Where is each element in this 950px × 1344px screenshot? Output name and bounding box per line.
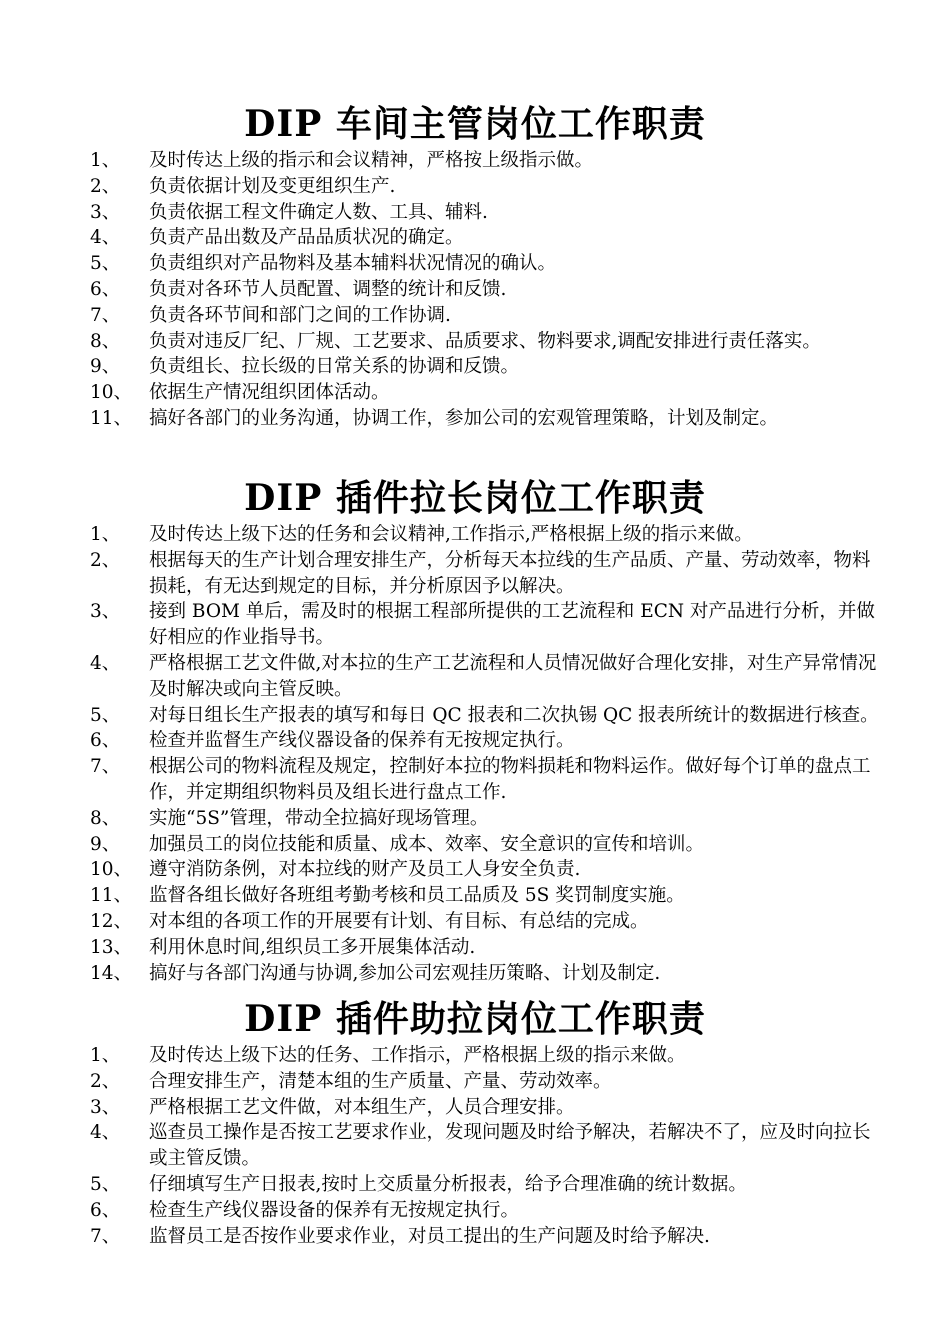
item-number: 6、 bbox=[90, 278, 121, 300]
item-number: 10、 bbox=[90, 382, 133, 404]
list-item bbox=[0, 1198, 950, 1224]
item-text: 严格根据工艺文件做，对本组生产，人员合理安排。 bbox=[149, 1096, 575, 1118]
list-item bbox=[0, 651, 950, 703]
item-number: 13、 bbox=[90, 936, 133, 958]
item-text: 加强员工的岗位技能和质量、成本、效率、安全意识的宣传和培训。 bbox=[149, 833, 705, 855]
item-text: 负责对违反厂纪、厂规、工艺要求、品质要求、物料要求,调配安排进行责任落实。 bbox=[149, 330, 821, 352]
item-number: 4、 bbox=[90, 227, 121, 249]
item-number: 2、 bbox=[90, 549, 121, 571]
item-text: 负责组长、拉长级的日常关系的协调和反馈。 bbox=[149, 356, 520, 378]
list-item bbox=[0, 354, 950, 380]
item-text: 负责各环节间和部门之间的工作协调. bbox=[149, 304, 451, 326]
item-number: 4、 bbox=[90, 652, 121, 674]
list-item bbox=[0, 599, 950, 651]
item-text: 仔细填写生产日报表,按时上交质量分析报表，给予合理准确的统计数据。 bbox=[149, 1173, 747, 1195]
list-item bbox=[0, 806, 950, 832]
list-item bbox=[0, 935, 950, 961]
list-item bbox=[0, 1172, 950, 1198]
item-number: 1、 bbox=[90, 150, 121, 171]
list-item bbox=[0, 883, 950, 909]
item-number: 8、 bbox=[90, 807, 121, 829]
item-number: 11、 bbox=[90, 407, 133, 429]
item-text: 监督员工是否按作业要求作业，对员工提出的生产问题及时给予解决. bbox=[149, 1225, 710, 1247]
item-number: 7、 bbox=[90, 756, 121, 778]
item-text: 对本组的各项工作的开展要有计划、有目标、有总结的完成。 bbox=[149, 910, 649, 932]
item-text: 负责组织对产品物料及基本辅料状况情况的确认。 bbox=[149, 253, 557, 275]
item-number: 12、 bbox=[90, 910, 133, 932]
item-number: 1、 bbox=[90, 1045, 121, 1066]
section-title: DIP 插件拉长岗位工作职责 bbox=[244, 477, 706, 519]
item-number: 9、 bbox=[90, 833, 121, 855]
item-text: 及时传达上级下达的任务、工作指示，严格根据上级的指示来做。 bbox=[149, 1045, 686, 1066]
item-text: 根据公司的物料流程及规定，控制好本拉的物料损耗和物料运作。做好每个订单的盘点工作，并定期组织物料员及组长进行盘点工作. bbox=[149, 756, 871, 803]
list-item bbox=[0, 174, 950, 200]
item-text: 实施“5S”管理，带动全拉搞好现场管理。 bbox=[149, 807, 489, 829]
list-item bbox=[0, 380, 950, 406]
item-number: 3、 bbox=[90, 1096, 121, 1118]
item-text: 搞好与各部门沟通与协调,参加公司宏观挂历策略、计划及制定. bbox=[149, 962, 661, 984]
item-text: 负责产品出数及产品品质状况的确定。 bbox=[149, 227, 464, 249]
list-item bbox=[0, 857, 950, 883]
item-number: 5、 bbox=[90, 253, 121, 275]
list-item bbox=[0, 1224, 950, 1250]
item-number: 9、 bbox=[90, 356, 121, 378]
list-item bbox=[0, 200, 950, 226]
item-text: 对每日组长生产报表的填写和每日 QC 报表和二次执锡 QC 报表所统计的数据进行核查。 bbox=[149, 704, 879, 726]
list-item bbox=[0, 329, 950, 355]
item-number: 6、 bbox=[90, 1199, 121, 1221]
list-item bbox=[0, 277, 950, 303]
item-text: 依据生产情况组织团体活动。 bbox=[149, 382, 390, 404]
item-number: 4、 bbox=[90, 1122, 121, 1144]
item-number: 11、 bbox=[90, 885, 133, 907]
list-item bbox=[0, 961, 950, 987]
item-text: 检查并监督生产线仪器设备的保养有无按规定执行。 bbox=[149, 730, 575, 752]
item-text: 利用休息时间,组织员工多开展集体活动. bbox=[149, 936, 476, 958]
item-text: 负责依据计划及变更组织生产. bbox=[149, 175, 396, 197]
list-item bbox=[0, 548, 950, 600]
item-number: 7、 bbox=[90, 304, 121, 326]
list-item bbox=[0, 251, 950, 277]
item-number: 14、 bbox=[90, 962, 133, 984]
item-text: 搞好各部门的业务沟通，协调工作，参加公司的宏观管理策略，计划及制定。 bbox=[149, 407, 779, 429]
list-item bbox=[0, 148, 950, 174]
item-number: 10、 bbox=[90, 859, 133, 881]
list-item bbox=[0, 1120, 950, 1172]
item-text: 接到 BOM 单后，需及时的根据工程部所提供的工艺流程和 ECN 对产品进行分析，并做好相应的作业指导书。 bbox=[149, 601, 875, 649]
section-title: DIP 插件助拉岗位工作职责 bbox=[244, 998, 706, 1040]
item-text: 严格根据工艺文件做,对本拉的生产工艺流程和人员情况做好合理化安排，对生产异常情况及时解决或向主管反映。 bbox=[149, 652, 877, 700]
item-number: 2、 bbox=[90, 1070, 121, 1092]
list-item bbox=[0, 832, 950, 858]
list-item bbox=[0, 728, 950, 754]
item-text: 巡查员工操作是否按工艺要求作业，发现问题及时给予解决，若解决不了，应及时向拉长或主管反馈。 bbox=[149, 1122, 871, 1170]
item-text: 检查生产线仪器设备的保养有无按规定执行。 bbox=[149, 1199, 520, 1221]
item-text: 根据每天的生产计划合理安排生产，分析每天本拉线的生产品质、产量、劳动效率，物料损耗，有无达到规定的目标，并分析原因予以解决。 bbox=[149, 549, 871, 597]
item-text: 及时传达上级下达的任务和会议精神,工作指示,严格根据上级的指示来做。 bbox=[149, 524, 753, 545]
list-item bbox=[0, 522, 950, 548]
item-text: 遵守消防条例，对本拉线的财产及员工人身安全负责. bbox=[149, 859, 581, 881]
item-number: 6、 bbox=[90, 730, 121, 752]
list-item bbox=[0, 909, 950, 935]
item-text: 负责依据工程文件确定人数、工具、辅料. bbox=[149, 201, 488, 223]
list-item bbox=[0, 1069, 950, 1095]
list-item bbox=[0, 303, 950, 329]
list-item bbox=[0, 754, 950, 806]
list-item bbox=[0, 1043, 950, 1069]
item-number: 2、 bbox=[90, 175, 121, 197]
duty-list bbox=[0, 148, 950, 432]
item-text: 监督各组长做好各班组考勤考核和员工品质及 5S 奖罚制度实施。 bbox=[149, 885, 685, 907]
item-number: 8、 bbox=[90, 330, 121, 352]
item-number: 7、 bbox=[90, 1225, 121, 1247]
item-text: 合理安排生产，清楚本组的生产质量、产量、劳动效率。 bbox=[149, 1070, 612, 1092]
list-item bbox=[0, 703, 950, 729]
list-item bbox=[0, 406, 950, 432]
item-number: 5、 bbox=[90, 704, 121, 726]
section-title: DIP 车间主管岗位工作职责 bbox=[244, 103, 706, 145]
list-item bbox=[0, 1095, 950, 1121]
item-number: 3、 bbox=[90, 601, 121, 623]
duty-list bbox=[0, 522, 950, 986]
item-text: 负责对各环节人员配置、调整的统计和反馈. bbox=[149, 278, 507, 300]
item-number: 1、 bbox=[90, 524, 121, 545]
list-item bbox=[0, 225, 950, 251]
duty-list bbox=[0, 1043, 950, 1249]
item-number: 3、 bbox=[90, 201, 121, 223]
item-number: 5、 bbox=[90, 1173, 121, 1195]
item-text: 及时传达上级的指示和会议精神，严格按上级指示做。 bbox=[149, 150, 594, 171]
